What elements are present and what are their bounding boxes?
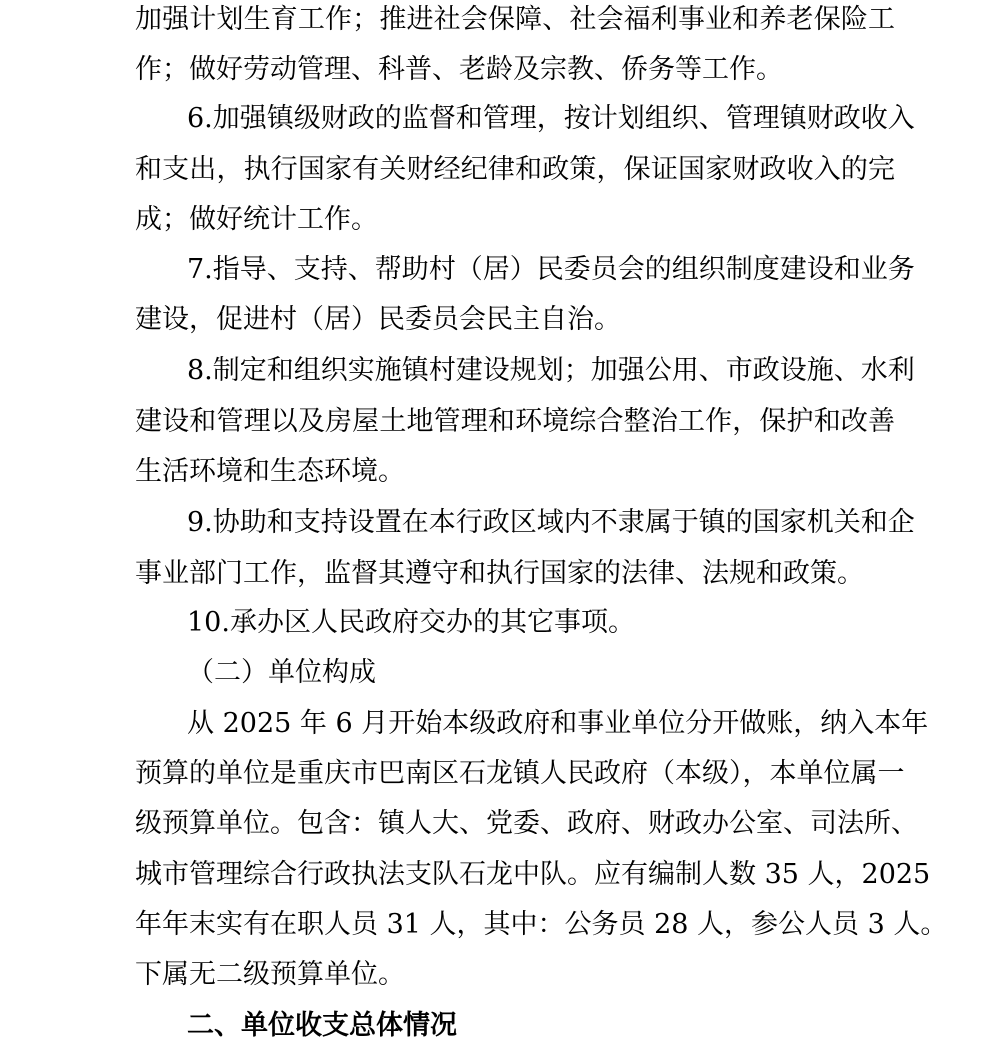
text-line: 建设，促进村（居）民委员会民主自治。 — [135, 304, 621, 335]
text-line: 城市管理综合行政执法支队石龙中队。应有编制人数 35 人，2025 — [135, 859, 931, 890]
text-line: 10.承办区人民政府交办的其它事项。 — [187, 607, 635, 638]
text-line: 加强计划生育工作；推进社会保障、社会福利事业和养老保险工 — [135, 4, 895, 35]
text-line: 年年末实有在职人员 31 人，其中：公务员 28 人，参公人员 3 人。 — [135, 909, 948, 940]
text-line: 预算的单位是重庆市巴南区石龙镇人民政府（本级），本单位属一 — [135, 758, 905, 789]
text-line: 9.协助和支持设置在本行政区域内不隶属于镇的国家机关和企 — [187, 507, 915, 538]
text-line: 6.加强镇级财政的监督和管理，按计划组织、管理镇财政收入 — [187, 103, 915, 134]
text-line: 下属无二级预算单位。 — [135, 959, 405, 990]
text-line: 7.指导、支持、帮助村（居）民委员会的组织制度建设和业务 — [187, 254, 915, 285]
text-line: 建设和管理以及房屋土地管理和环境综合整治工作，保护和改善 — [135, 406, 895, 437]
text-line: 和支出，执行国家有关财经纪律和政策，保证国家财政收入的完 — [135, 154, 895, 185]
text-line: 8.制定和组织实施镇村建设规划；加强公用、市政设施、水利 — [187, 355, 915, 386]
section-heading: 二、单位收支总体情况 — [187, 1010, 457, 1041]
text-line: 作；做好劳动管理、科普、老龄及宗教、侨务等工作。 — [135, 54, 783, 85]
section-subheading: （二）单位构成 — [187, 657, 376, 688]
text-line: 从 2025 年 6 月开始本级政府和事业单位分开做账，纳入本年 — [187, 708, 929, 739]
text-line: 级预算单位。包含：镇人大、党委、政府、财政办公室、司法所、 — [135, 808, 918, 839]
text-line: 事业部门工作，监督其遵守和执行国家的法律、法规和政策。 — [135, 558, 864, 589]
text-line: 成；做好统计工作。 — [135, 204, 378, 235]
text-line: 生活环境和生态环境。 — [135, 456, 405, 487]
